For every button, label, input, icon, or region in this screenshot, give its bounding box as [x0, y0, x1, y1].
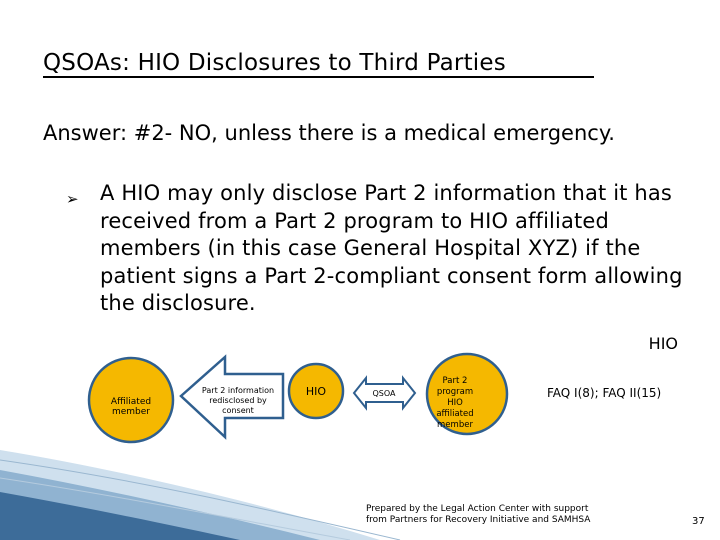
decorative-wave: [0, 440, 720, 540]
part2-label-1: Part 2: [442, 376, 468, 386]
part2-label-4: affiliated: [436, 409, 474, 419]
arrow-label-3: consent: [222, 406, 254, 415]
faq-reference: FAQ I(8); FAQ II(15): [547, 386, 662, 400]
slide-title: QSOAs: HIO Disclosures to Third Parties: [43, 50, 506, 76]
answer-text: Answer: #2- NO, unless there is a medical emergency.: [43, 121, 615, 145]
affiliated-member-label-2: member: [111, 407, 151, 417]
footer-line-1: Prepared by the Legal Action Center with support: [366, 504, 589, 514]
affiliated-member-node: [89, 358, 173, 442]
footer-credit: [366, 504, 590, 526]
hio-node-label: HIO: [305, 385, 327, 398]
qsoa-label: QSOA: [372, 389, 396, 398]
title-underline: [43, 76, 594, 78]
qsoa-arrow: [354, 378, 415, 408]
redisclosure-arrow: [181, 357, 283, 437]
bullet-text: A HIO may only disclose Part 2 information that it has received from a Part 2 program to HIO affiliated members (in this case General Hospital XYZ) if the patient signs a Part 2-compliant consent form allowing the disclosure.: [100, 181, 683, 315]
part2-label-2: program: [436, 387, 474, 397]
part2-label-3: HIO: [447, 398, 463, 408]
hio-node: [289, 364, 343, 418]
affiliated-member-label-1: Affiliated: [110, 397, 152, 407]
footer-line-2: from Partners for Recovery Initiative and SAMHSA: [366, 515, 591, 525]
arrow-label-2: redisclosed by: [209, 396, 267, 405]
hio-label: HIO: [648, 334, 678, 353]
part2-label-5: member: [437, 420, 473, 430]
page-number: 37: [692, 516, 705, 527]
bullet-arrow-icon: ➢: [66, 190, 79, 208]
arrow-label-1: Part 2 information: [201, 386, 275, 395]
part2-program-node: [427, 354, 507, 434]
